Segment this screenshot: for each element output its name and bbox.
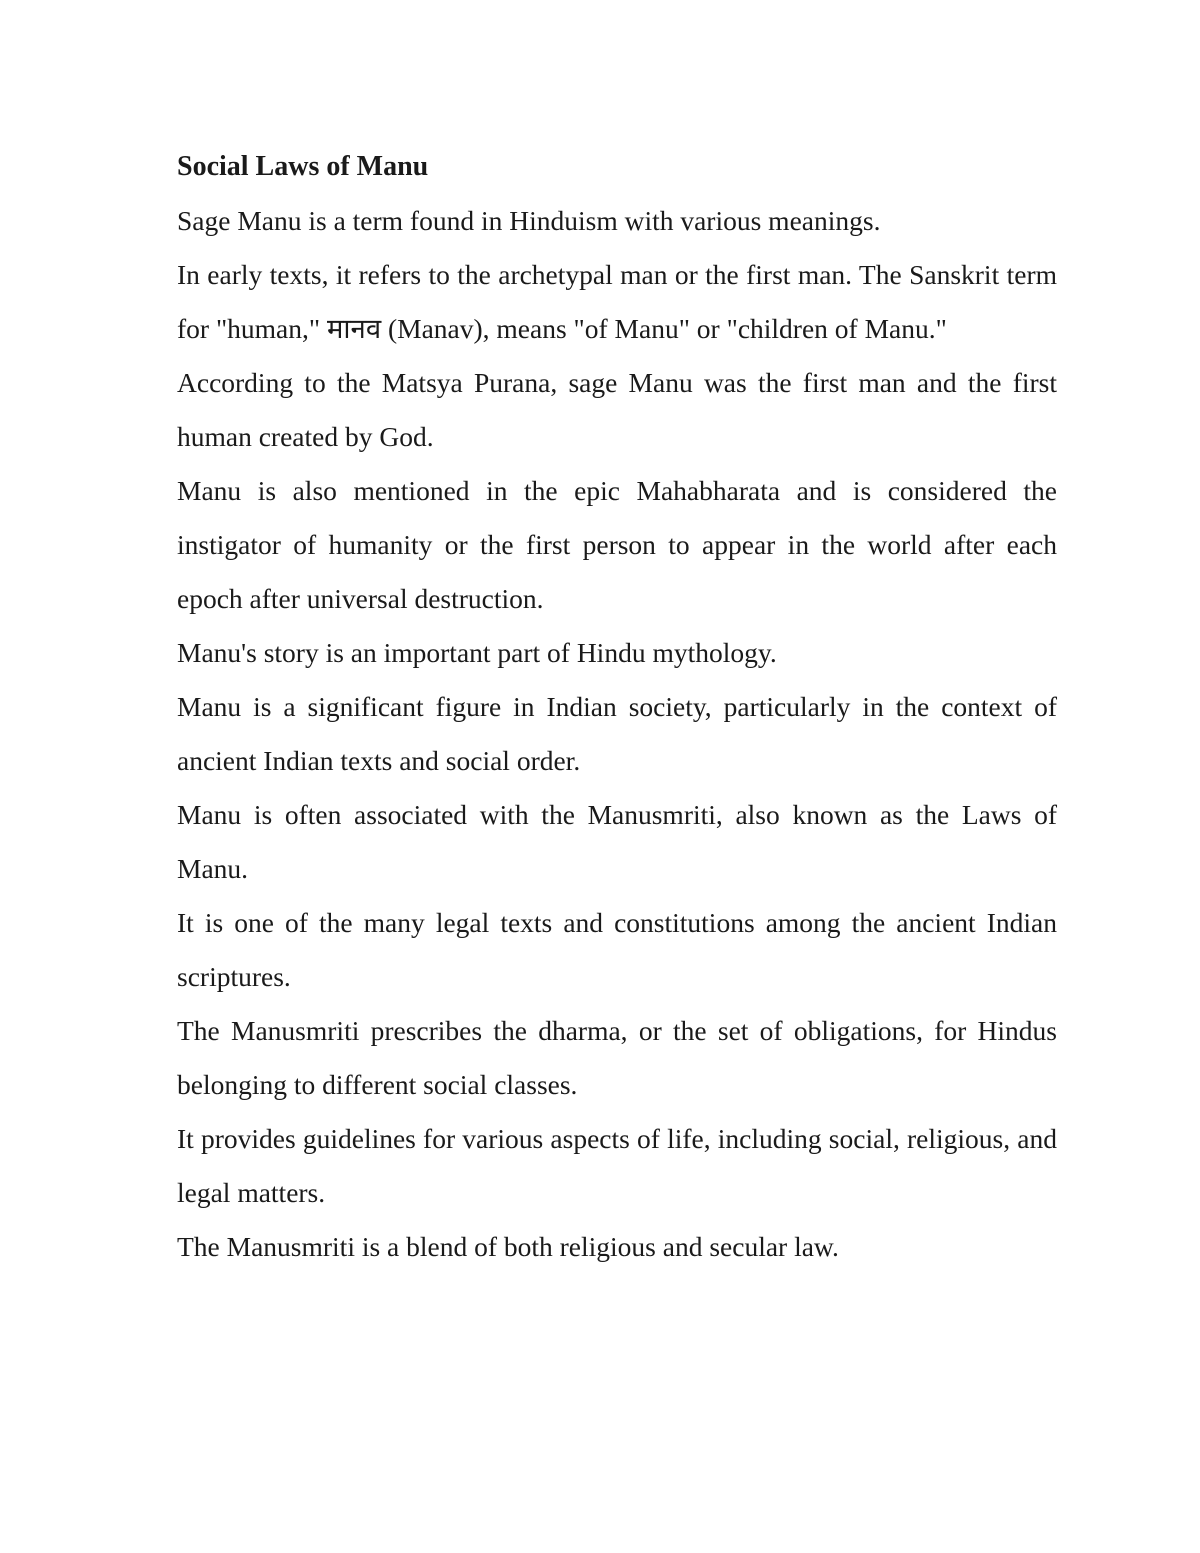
paragraph: Manu is a significant figure in Indian society, particularly in the context of ancient Indian texts and social order. [177,691,1057,776]
paragraph: Manu is also mentioned in the epic Mahabharata and is considered the instigator of humanity or the first person to appear in the world after each epoch after universal destruction. [177,475,1057,614]
paragraph: According to the Matsya Purana, sage Manu was the first man and the first human created by God. [177,367,1057,452]
document-body [177,140,1057,1274]
paragraph: Sage Manu is a term found in Hinduism with various meanings. [177,205,881,236]
paragraph: It provides guidelines for various aspects of life, including social, religious, and legal matters. [177,1123,1057,1208]
document-title: Social Laws of Manu [177,151,429,182]
paragraph: In early texts, it refers to the archetypal man or the first man. The Sanskrit term for "human," मानव (Manav), means "of Manu" or "children of Manu." [177,259,1057,344]
paragraph: Manu is often associated with the Manusmriti, also known as the Laws of Manu. [177,799,1057,884]
paragraph: Manu's story is an important part of Hindu mythology. [177,637,777,668]
paragraph: The Manusmriti is a blend of both religious and secular law. [177,1231,839,1262]
paragraph: The Manusmriti prescribes the dharma, or the set of obligations, for Hindus belonging to different social classes. [177,1015,1057,1100]
paragraph: It is one of the many legal texts and constitutions among the ancient Indian scriptures. [177,907,1057,992]
